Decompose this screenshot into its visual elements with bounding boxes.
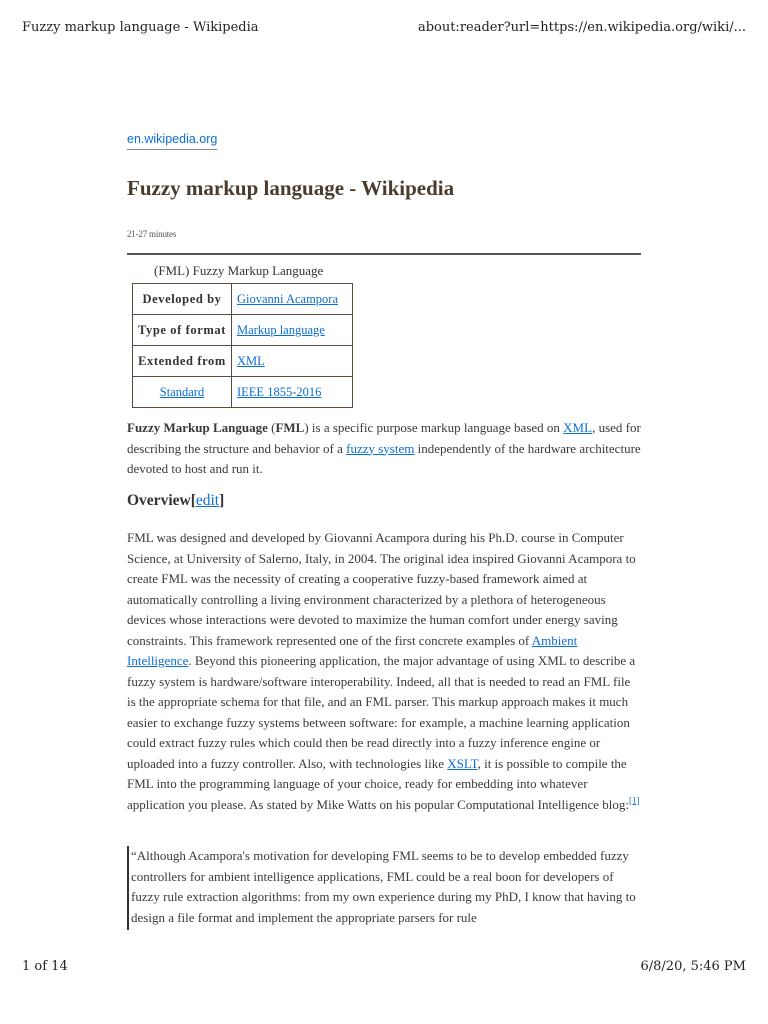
header-title: Fuzzy markup language - Wikipedia [22, 20, 259, 35]
print-header [22, 20, 746, 35]
page-number: 1 of 14 [22, 959, 68, 974]
overview-heading [127, 492, 224, 510]
intro-paragraph [127, 418, 641, 480]
term-bold: Fuzzy Markup Language [127, 420, 268, 435]
divider [127, 253, 641, 255]
ieee-link[interactable]: IEEE 1855-2016 [237, 384, 322, 399]
overview-text: , it is possible to compile the FML into the programming language of your choice, ready for embedding into whatever application you please. As stated by Mike Watts on his popular Computational Intelligence blog: [127, 755, 630, 812]
infobox-value [232, 284, 353, 315]
ambient-intelligence-link[interactable]: Ambient Intelligence [127, 632, 578, 668]
developer-link[interactable]: Giovanni Acampora [237, 291, 339, 306]
intro-text: ) is a specific purpose markup language based on [304, 420, 564, 435]
infobox-value [232, 346, 353, 377]
format-link[interactable]: Markup language [237, 322, 325, 337]
infobox-key [133, 377, 232, 408]
header-url: about:reader?url=https://en.wikipedia.org/wiki/... [417, 20, 746, 35]
infobox-key: Developed by [133, 284, 232, 315]
infobox-value [232, 315, 353, 346]
overview-text: FML was designed and developed by Giovanni Acampora during his Ph.D. course in Computer Science, at University of Salerno, Italy, in 2004. The original idea inspired Giovanni Acampora to create FML was the necessity of creating a cooperative fuzzy-based framework aimed at automatically controlling a living environment characterized by a plethora of heterogeneous devices whose interactions were devoted to maximize the human comfort under energy saving constraints. This framework represented one of the first concrete examples of [127, 530, 636, 648]
intro-text: , used for describing the structure and behavior of a [127, 420, 641, 456]
infobox-key: Extended from [133, 346, 232, 377]
standard-link[interactable]: Standard [159, 384, 205, 399]
overview-paragraph [127, 528, 641, 815]
print-footer [22, 959, 746, 974]
reference-link[interactable]: [1] [629, 795, 640, 806]
infobox-value [232, 377, 353, 408]
table-row [133, 346, 353, 377]
bracket: [ [190, 492, 196, 509]
edit-link[interactable]: edit [195, 492, 220, 509]
bracket: ] [219, 492, 225, 509]
fuzzy-system-link[interactable]: fuzzy system [346, 440, 415, 456]
table-row [133, 284, 353, 315]
article-title: Fuzzy markup language - Wikipedia [127, 176, 455, 200]
heading-text: Overview [127, 492, 191, 509]
intro-text: independently of the hardware architecture devoted to host and run it. [127, 440, 641, 476]
xml-link[interactable]: XML [563, 420, 593, 435]
table-row [133, 377, 353, 408]
abbr-bold: FML [275, 420, 305, 435]
reading-time: 21-27 minutes [127, 229, 177, 239]
intro-text: ( [267, 420, 276, 435]
overview-text: . Beyond this pioneering application, the major advantage of using XML to describe a fuzzy system is hardware/software interoperability. Indeed, all that is needed to read an FML file is the appropriate schema for that file, and an FML parser. This markup approach makes it much easier to exchange fuzzy systems between software: for example, a machine learning application could extract fuzzy rules which could then be read directly into a fuzzy inference engine or uploaded into a fuzzy controller. Also, with technologies like [127, 653, 636, 771]
xslt-link[interactable]: XSLT [447, 755, 478, 771]
print-datetime: 6/8/20, 5:46 PM [640, 959, 746, 974]
blockquote: “Although Acampora's motivation for developing FML seems to be to develop embedded fuzzy controllers for ambient intelligence applications, FML could be a real boon for developers of fuzzy rule extraction algorithms: from my own experience during my PhD, I know that having to design a file format and implement the appropriate parsers for rule [127, 846, 641, 930]
infobox-caption: (FML) Fuzzy Markup Language [154, 263, 324, 278]
domain-link[interactable]: en.wikipedia.org [127, 132, 217, 150]
extended-from-link[interactable]: XML [237, 353, 265, 368]
infobox-key: Type of format [133, 315, 232, 346]
table-row [133, 315, 353, 346]
infobox-table [132, 283, 353, 408]
